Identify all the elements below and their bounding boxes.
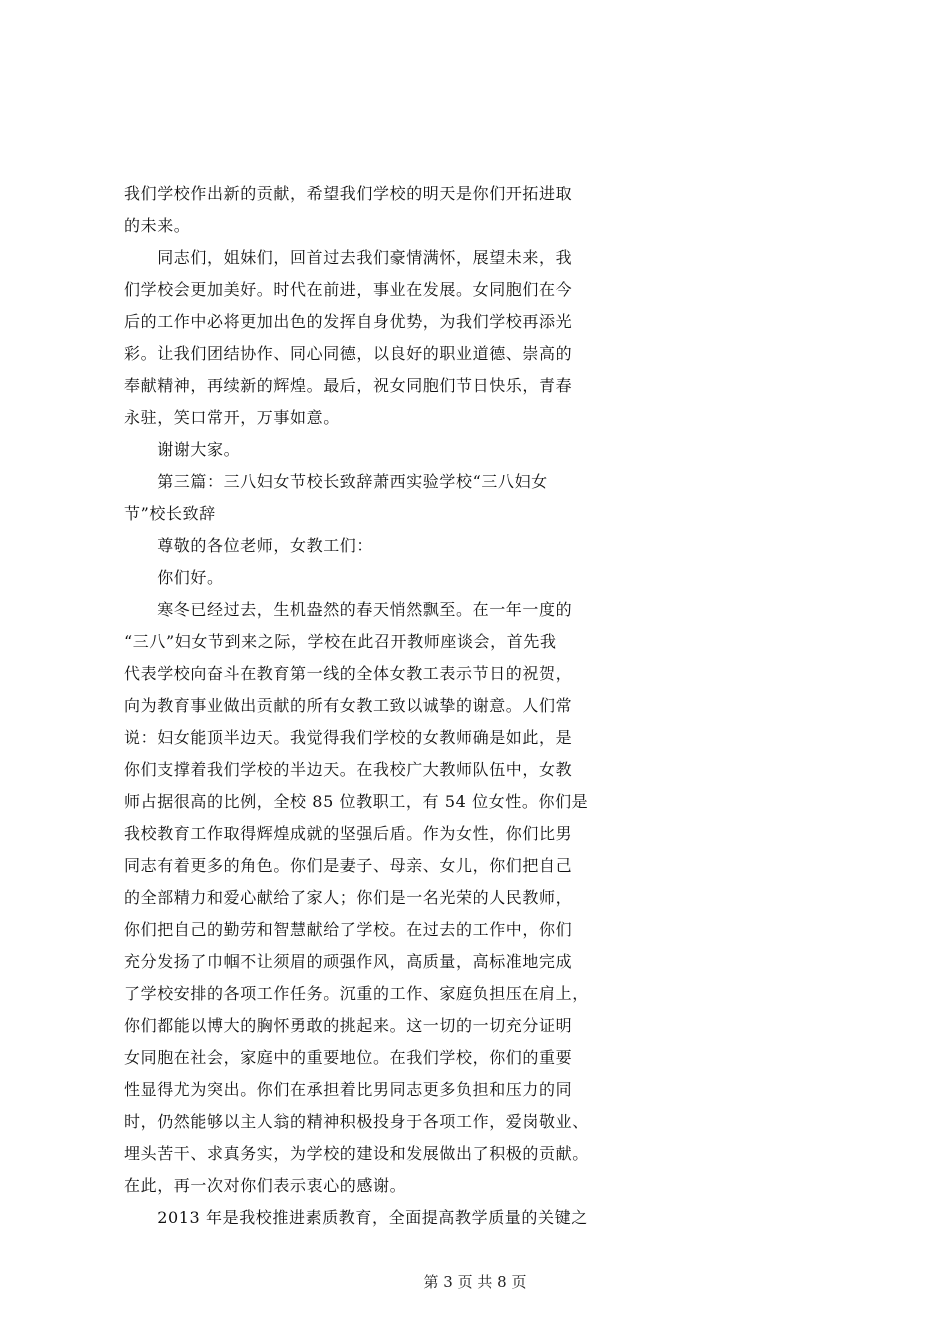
section-heading: 节”校长致辞 bbox=[124, 504, 216, 523]
text-line: 们学校会更加美好。时代在前进，事业在发展。女同胞们在今 bbox=[124, 280, 573, 299]
text-line: 后的工作中必将更加出色的发挥自身优势，为我们学校再添光 bbox=[124, 312, 573, 331]
salutation: 尊敬的各位老师，女教工们： bbox=[124, 536, 374, 555]
text-line: 彩。让我们团结协作、同心同德，以良好的职业道德、崇高的 bbox=[124, 344, 573, 363]
page-footer: 第 3 页 共 8 页 bbox=[423, 1273, 527, 1291]
text-line: 同志有着更多的角色。你们是妻子、母亲、女儿，你们把自己 bbox=[124, 856, 573, 875]
text-line: 埋头苦干、求真务实，为学校的建设和发展做出了积极的贡献。 bbox=[124, 1144, 589, 1163]
text-line: 寒冬已经过去，生机盎然的春天悄然飘至。在一年一度的 bbox=[124, 600, 573, 619]
text-line: 向为教育事业做出贡献的所有女教工致以诚挚的谢意。人们常 bbox=[124, 696, 573, 715]
text-line: 女同胞在社会，家庭中的重要地位。在我们学校，你们的重要 bbox=[124, 1048, 573, 1067]
text-line: 在此，再一次对你们表示衷心的感谢。 bbox=[124, 1176, 407, 1195]
text-line: 我校教育工作取得辉煌成就的坚强后盾。作为女性，你们比男 bbox=[124, 824, 573, 843]
text-line: 师占据很高的比例，全校 85 位教职工，有 54 位女性。你们是 bbox=[124, 792, 589, 811]
text-line: “三八”妇女节到来之际，学校在此召开教师座谈会，首先我 bbox=[124, 632, 557, 651]
text-line: 时，仍然能够以主人翁的精神积极投身于各项工作，爱岗敬业、 bbox=[124, 1112, 589, 1131]
text-line: 代表学校向奋斗在教育第一线的全体女教工表示节日的祝贺， bbox=[124, 664, 573, 683]
text-line: 你们把自己的勤劳和智慧献给了学校。在过去的工作中，你们 bbox=[124, 920, 573, 939]
text-line: 说：妇女能顶半边天。我觉得我们学校的女教师确是如此，是 bbox=[124, 728, 573, 747]
text-line: 性显得尤为突出。你们在承担着比男同志更多负担和压力的同 bbox=[124, 1080, 573, 1099]
text-line: 同志们，姐妹们，回首过去我们豪情满怀，展望未来，我 bbox=[124, 248, 573, 267]
greeting: 你们好。 bbox=[124, 568, 224, 587]
text-line: 永驻，笑口常开，万事如意。 bbox=[124, 408, 340, 427]
text-line: 2013 年是我校推进素质教育，全面提高教学质量的关键之 bbox=[124, 1208, 588, 1227]
text-line: 你们支撑着我们学校的半边天。在我校广大教师队伍中，女教 bbox=[124, 760, 573, 779]
text-line: 你们都能以博大的胸怀勇敢的挑起来。这一切的一切充分证明 bbox=[124, 1016, 573, 1035]
text-line: 的未来。 bbox=[124, 216, 191, 235]
section-heading: 第三篇：三八妇女节校长致辞萧西实验学校“三八妇女 bbox=[124, 472, 548, 491]
text-line: 奉献精神，再续新的辉煌。最后，祝女同胞们节日快乐，青春 bbox=[124, 376, 573, 395]
text-line: 我们学校作出新的贡献，希望我们学校的明天是你们开拓进取 bbox=[124, 184, 573, 203]
text-line: 了学校安排的各项工作任务。沉重的工作、家庭负担压在肩上， bbox=[124, 984, 589, 1003]
text-line: 充分发扬了巾帼不让须眉的顽强作风，高质量，高标准地完成 bbox=[124, 952, 573, 971]
text-line: 的全部精力和爱心献给了家人；你们是一名光荣的人民教师， bbox=[124, 888, 573, 907]
text-line: 谢谢大家。 bbox=[124, 440, 241, 459]
